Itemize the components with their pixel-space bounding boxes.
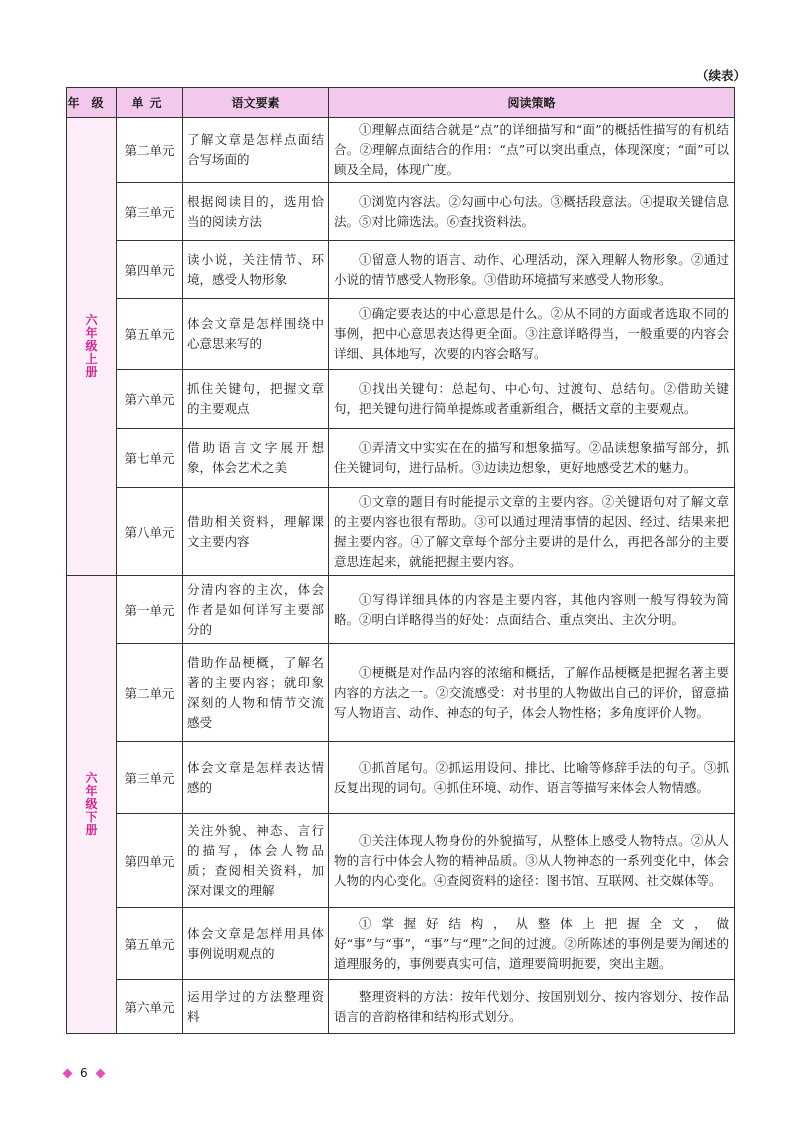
table-row bbox=[67, 370, 735, 429]
table-row bbox=[67, 908, 735, 980]
table-row bbox=[67, 814, 735, 908]
table-row bbox=[67, 644, 735, 742]
unit-cell: 第三单元 bbox=[117, 183, 183, 241]
unit-cell: 第八单元 bbox=[117, 488, 183, 576]
element-cell: 分清内容的主次，体会作者是如何详写主要部分的 bbox=[183, 576, 329, 644]
element-cell: 读小说，关注情节、环境，感受人物形象 bbox=[183, 241, 329, 299]
continued-label: （续表） bbox=[695, 68, 746, 83]
strategy-cell: ①浏览内容法。②勾画中心句法。③概括段意法。④提取关键信息法。⑤对比筛选法。⑥查找资料法。 bbox=[329, 183, 735, 241]
unit-cell: 第二单元 bbox=[117, 644, 183, 742]
strategy-cell: ①找出关键句：总起句、中心句、过渡句、总结句。②借助关键句，把关键句进行简单提炼或者重新组合，概括文章的主要观点。 bbox=[329, 370, 735, 429]
unit-cell: 第五单元 bbox=[117, 299, 183, 370]
strategy-cell: ①抓首尾句。②抓运用设问、排比、比喻等修辞手法的句子。③抓反复出现的词句。④抓住环境、动作、语言等描写来体会人物情感。 bbox=[329, 742, 735, 814]
element-cell: 了解文章是怎样点面结合写场面的 bbox=[183, 118, 329, 183]
strategy-cell: ①确定要表达的中心意思是什么。②从不同的方面或者选取不同的事例，把中心意思表达得更全面。③注意详略得当，一般重要的内容会详细、具体地写，次要的内容会略写。 bbox=[329, 299, 735, 370]
page-footer bbox=[64, 1066, 104, 1080]
element-cell: 借助语言文字展开想象，体会艺术之美 bbox=[183, 429, 329, 488]
strategy-cell: ①关注体现人物身份的外貌描写，从整体上感受人物特点。②从人物的言行中体会人物的精神品质。③从人物神态的一系列变化中，体会人物的内心变化。④查阅资料的途径：图书馆、互联网、社交媒体等。 bbox=[329, 814, 735, 908]
grade-cell-lower: 六年级下册 bbox=[67, 576, 117, 1034]
unit-cell: 第六单元 bbox=[117, 980, 183, 1034]
header-element: 语文要素 bbox=[183, 88, 329, 118]
table-row bbox=[67, 576, 735, 644]
unit-cell: 第一单元 bbox=[117, 576, 183, 644]
unit-cell: 第三单元 bbox=[117, 742, 183, 814]
strategy-cell: ①弄清文中实实在在的描写和想象描写。②品读想象描写部分，抓住关键词句，进行品析。③边读边想象，更好地感受艺术的魅力。 bbox=[329, 429, 735, 488]
strategy-cell: ①留意人物的语言、动作、心理活动，深入理解人物形象。②通过小说的情节感受人物形象。③借助环境描写来感受人物形象。 bbox=[329, 241, 735, 299]
table-header-row bbox=[67, 88, 735, 118]
unit-cell: 第四单元 bbox=[117, 814, 183, 908]
strategy-cell: ①梗概是对作品内容的浓缩和概括，了解作品梗概是把握名著主要内容的方法之一。②交流感受：对书里的人物做出自己的评价，留意描写人物语言、动作、神态的句子，体会人物性格；多角度评价人物。 bbox=[329, 644, 735, 742]
strategy-cell: 整理资料的方法：按年代划分、按国别划分、按内容划分、按作品语言的音韵格律和结构形式划分。 bbox=[329, 980, 735, 1034]
unit-cell: 第四单元 bbox=[117, 241, 183, 299]
unit-cell: 第七单元 bbox=[117, 429, 183, 488]
grade-cell-upper: 六年级上册 bbox=[67, 118, 117, 576]
element-cell: 关注外貌、神态、言行的描写，体会人物品质；查阅相关资料，加深对课文的理解 bbox=[183, 814, 329, 908]
element-cell: 体会文章是怎样围绕中心意思来写的 bbox=[183, 299, 329, 370]
table-row bbox=[67, 241, 735, 299]
header-grade: 年级 bbox=[67, 88, 117, 118]
diamond-icon bbox=[95, 1068, 105, 1078]
element-cell: 借助作品梗概，了解名著的主要内容；就印象深刻的人物和情节交流感受 bbox=[183, 644, 329, 742]
header-strategy: 阅读策略 bbox=[329, 88, 735, 118]
header-unit: 单元 bbox=[117, 88, 183, 118]
table-row bbox=[67, 488, 735, 576]
unit-cell: 第五单元 bbox=[117, 908, 183, 980]
table-row bbox=[67, 299, 735, 370]
element-cell: 体会文章是怎样用具体事例说明观点的 bbox=[183, 908, 329, 980]
strategy-cell: ①写得详细具体的内容是主要内容，其他内容则一般写得较为简略。②明白详略得当的好处：点面结合、重点突出、主次分明。 bbox=[329, 576, 735, 644]
element-cell: 运用学过的方法整理资料 bbox=[183, 980, 329, 1034]
reading-strategy-table bbox=[66, 87, 735, 1034]
element-cell: 抓住关键句，把握文章的主要观点 bbox=[183, 370, 329, 429]
element-cell: 根据阅读目的，选用恰当的阅读方法 bbox=[183, 183, 329, 241]
table-row bbox=[67, 118, 735, 183]
element-cell: 体会文章是怎样表达情感的 bbox=[183, 742, 329, 814]
table-row bbox=[67, 183, 735, 241]
table-row bbox=[67, 429, 735, 488]
table-row bbox=[67, 980, 735, 1034]
unit-cell: 第二单元 bbox=[117, 118, 183, 183]
page-number: 6 bbox=[80, 1066, 88, 1080]
strategy-cell: ①文章的题目有时能提示文章的主要内容。②关键语句对了解文章的主要内容也很有帮助。③可以通过理清事情的起因、经过、结果来把握主要内容。④了解文章每个部分主要讲的是什么，再把各部分的主要意思连起来，就能把握主要内容。 bbox=[329, 488, 735, 576]
unit-cell: 第六单元 bbox=[117, 370, 183, 429]
table-row bbox=[67, 742, 735, 814]
diamond-icon bbox=[63, 1068, 73, 1078]
strategy-cell: ①掌握好结构，从整体上把握全文，做好“事”与“事”，“事”与“理”之间的过渡。②所陈述的事例是要为阐述的道理服务的，事例要真实可信，道理要简明扼要，突出主题。 bbox=[329, 908, 735, 980]
element-cell: 借助相关资料，理解课文主要内容 bbox=[183, 488, 329, 576]
strategy-cell: ①理解点面结合就是“点”的详细描写和“面”的概括性描写的有机结合。②理解点面结合的作用：“点”可以突出重点，体现深度；“面”可以顾及全局，体现广度。 bbox=[329, 118, 735, 183]
